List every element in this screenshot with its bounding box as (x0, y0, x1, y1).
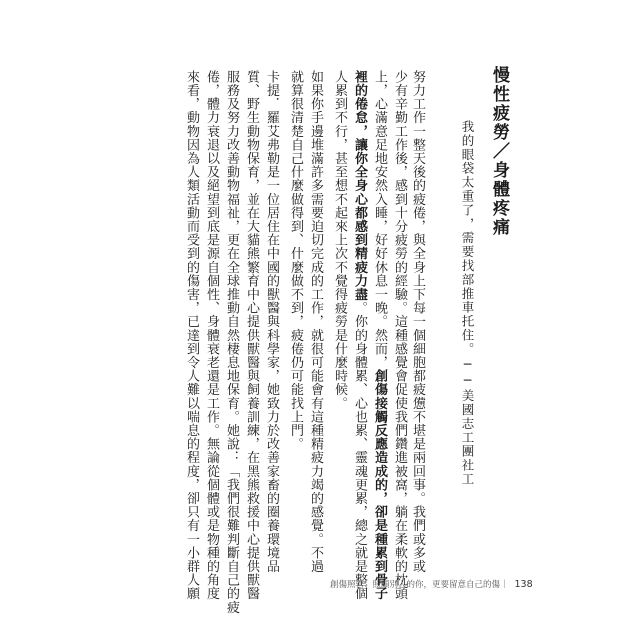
body-column-2: 少有辛勤工作後，感到十分疲勞的經驗。這種感覺會促使我們鑽進被窩，躺在柔軟的枕頭 (392, 70, 407, 601)
body-column-5: 人累到不行，甚至想不起來上次不覺得疲勞是什麼時候。 (332, 70, 347, 410)
body-column-7: 就算很清楚自己什麼做得到、什麼做不到，疲倦仍可能找上門。 (288, 70, 303, 451)
quote-source: ──美國志工團社工 (460, 356, 475, 487)
column-4-bold-lead: 裡的倦怠， (352, 70, 367, 138)
chapter-title: 慢性疲勞／身體疼痛 (489, 66, 509, 237)
page-number: 138 (514, 579, 533, 590)
column-3-plain: 上，心滿意足地安然入睡，好好休息一晚。然而， (372, 70, 387, 370)
page-footer (330, 578, 533, 590)
quote-text: 我的眼袋太重了，需要找部推車托住。 (460, 120, 475, 357)
body-column-11: 倦，體力衰退以及絕望到底是源自個性、身體衰老還是工作。無論從個體或是物種的角度 (204, 70, 219, 601)
column-4-bold: 讓你全身心都感到精疲力盡 (352, 138, 367, 302)
running-head: 創傷照管：照顧別人的你，更要留意自己的傷｜ (330, 580, 509, 590)
body-column-3 (370, 70, 388, 600)
column-3-bold: 創傷接觸反應造成的，卻是種累到骨子 (372, 369, 387, 601)
body-column-8: 卡提．羅艾弗勒是一位居住在中國的獸醫與科學家，她致力於改善家畜的圈養環境品 (264, 70, 279, 574)
body-column-9: 質、野生動物保育，並在大貓熊繁育中心提供獸醫與飼養訓練，在黑熊救援中心提供獸醫 (244, 70, 259, 601)
body-column-12: 來看，動物因為人類活動而受到的傷害，已達到令人難以喘息的程度，卻只有一小群人願 (184, 70, 199, 601)
body-column-10: 服務及努力改善動物福祉，更在全球推動自然棲息地保育。她說：「我們很難判斷自己的疲 (224, 70, 239, 614)
body-column-1: 努力工作一整天後的疲倦，與全身上下每一個細胞都疲憊不堪是兩回事。我們或多或 (410, 70, 425, 574)
body-column-6: 如果你手邊堆滿許多需要迫切完成的工作，就很可能會有這種精疲力竭的感覺。不過 (308, 70, 323, 574)
epigraph-quote (458, 120, 476, 486)
body-column-4 (350, 70, 368, 600)
column-4-tail: 。你的身體累、心也累、靈魂更累，總之就是整個 (352, 301, 367, 601)
